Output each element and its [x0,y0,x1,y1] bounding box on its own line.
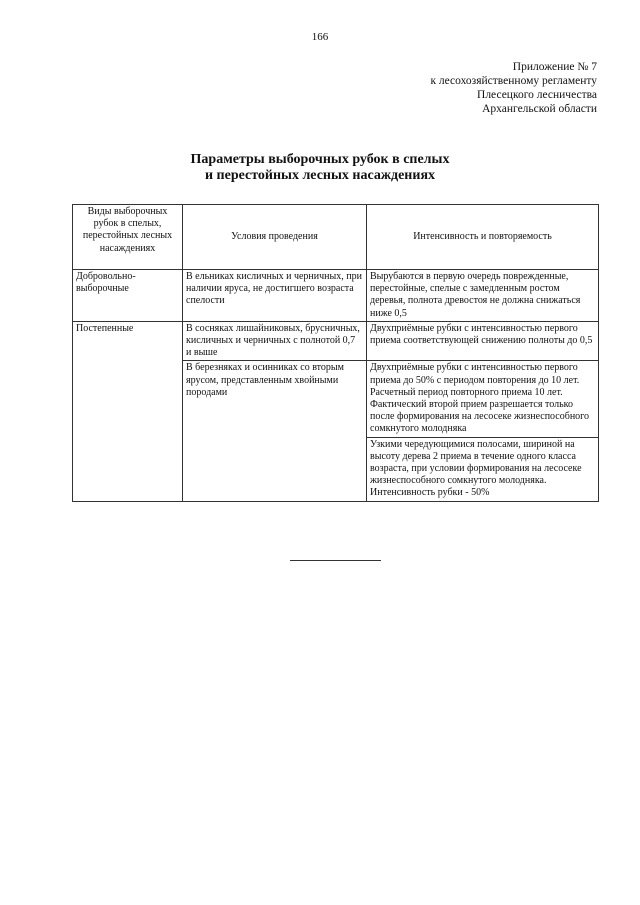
title-line: Параметры выборочных рубок в спелых [190,152,450,167]
title-line: и перестойных лесных насаждениях [204,168,436,183]
document-title [0,152,640,184]
appendix-line: Архангельской области [482,103,597,115]
cell-intensity: Двухприёмные рубки с интенсивностью первого приема соответствующей снижению полноты до 0,5 [367,321,599,361]
header-conditions: Условия проведения [183,205,367,270]
table-row [73,270,599,322]
parameters-table [72,204,599,502]
page-number: 166 [311,31,329,43]
end-divider [290,560,381,561]
appendix-line: Приложение № 7 [512,61,597,73]
cell-cutting-type: Добровольно-выборочные [73,270,183,322]
table-row [73,321,599,361]
cell-cutting-type: Постепенные [73,321,183,501]
appendix-line: Плесецкого лесничества [477,89,597,101]
header-intensity: Интенсивность и повторяемость [367,205,599,270]
appendix-line: к лесохозяйственному регламенту [430,75,597,87]
cell-intensity: Узкими чередующимися полосами, шириной на высоту дерева 2 приема в течение одного класса возраста, при условии формирования на лесосеке жизнеспособного сомкнутого молодняка. Интенсивность рубки - 50% [367,437,599,501]
header-cutting-type: Виды выборочных рубок в спелых, перестойных лесных насаждениях [73,205,183,270]
cell-conditions: В березняках и осинниках со вторым ярусом, представленным хвойными породами [183,361,367,501]
cell-intensity: Вырубаются в первую очередь поврежденные, перестойные, спелые с замедленным ростом деревья, полнота древостоя не должна снижаться ниже 0,5 [367,270,599,322]
cell-conditions: В сосняках лишайниковых, брусничных, кисличных и черничных с полнотой 0,7 и выше [183,321,367,361]
table-header-row [73,205,599,270]
cell-intensity: Двухприёмные рубки с интенсивностью первого приема до 50% с периодом повторения до 10 лет. Расчетный период повторного приема 10 лет. Фактический второй прием разрешается только после формирования на лесосеке жизнеспособного сомкнутого молодняка [367,361,599,437]
cell-conditions: В ельниках кисличных и черничных, при наличии яруса, не достигшего возраста спелости [183,270,367,322]
appendix-block [430,60,597,116]
